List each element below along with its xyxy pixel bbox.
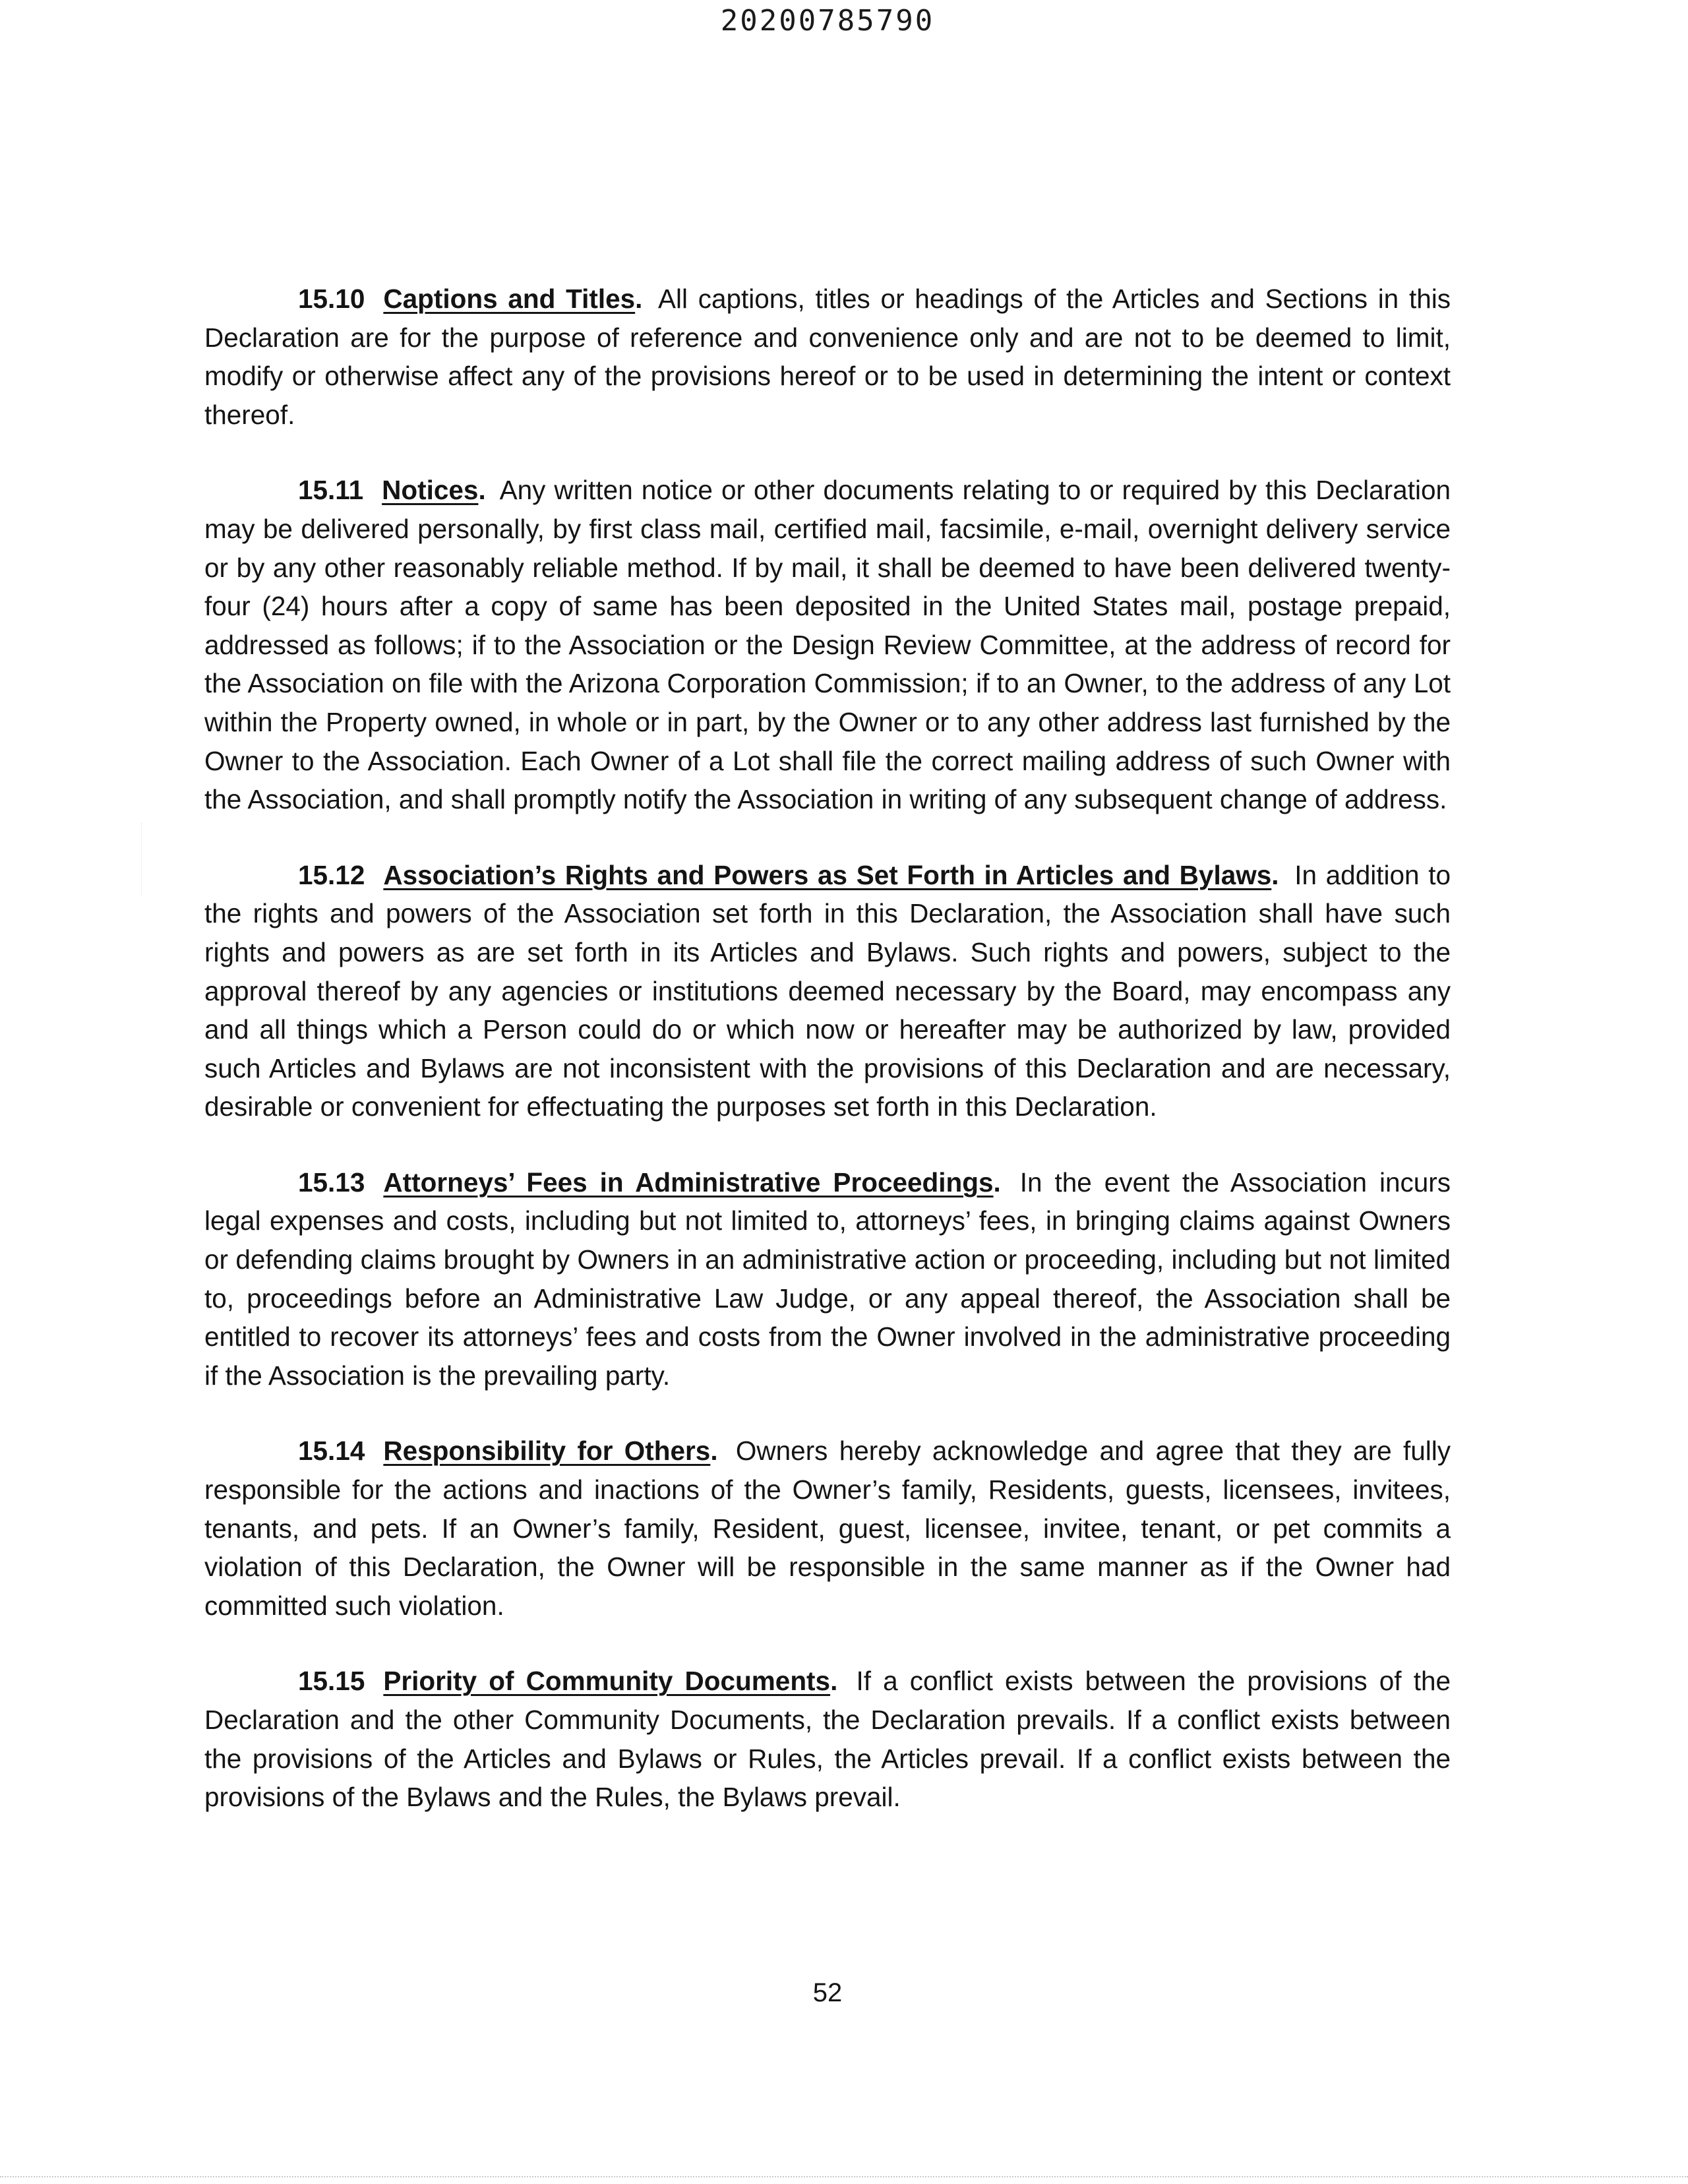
- section-title: Priority of Community Documents: [383, 1666, 831, 1697]
- scan-margin-mark: [141, 823, 142, 895]
- section-number: 15.14: [298, 1436, 365, 1467]
- heading-period: .: [993, 1167, 1001, 1198]
- scan-edge-line: [0, 2176, 1688, 2177]
- section-heading: [204, 1666, 844, 1696]
- section-heading: [204, 284, 649, 314]
- section-body: Any written notice or other documents relating to or required by this Declaration may be delivered personally, by first class mail, certified mail, facsimile, e-mail, overnight delivery service or by any other reasonably reliable method. If by mail, it shall be deemed to have been delivered twenty-four (24) hours after a copy of same has been deposited in the United States mail, postage prepaid, addressed as follows; if to the Association or the Design Review Committee, at the address of record for the Association on file with the Arizona Corporation Commission; if to an Owner, to the address of any Lot within the Property owned, in whole or in part, by the Owner or to any other address last furnished by the Owner to the Association. Each Owner of a Lot shall file the correct mailing address of such Owner with the Association, and shall promptly notify the Association in writing of any subsequent change of address.: [204, 475, 1451, 815]
- page-number: 52: [812, 1978, 843, 2007]
- section-title: Notices: [382, 475, 479, 506]
- section-body: In the event the Association incurs legal expenses and costs, including but not limited to, attorneys’ fees, in bringing claims against Owners or defending claims brought by Owners in an administrative action or proceeding, including but not limited to, proceedings before an Administrative Law Judge, or any appeal thereof, the Association shall be entitled to recover its attorneys’ fees and costs from the Owner involved in the administrative proceeding if the Association is the prevailing party.: [204, 1167, 1451, 1391]
- section-heading: [204, 475, 493, 505]
- section-heading: [204, 860, 1286, 890]
- document-number: 20200785790: [720, 4, 935, 38]
- heading-period: .: [1271, 859, 1279, 890]
- section-title: Attorneys’ Fees in Administrative Proceedings: [383, 1167, 994, 1198]
- section-15-15: [204, 1662, 1451, 1816]
- heading-period: .: [710, 1436, 718, 1467]
- heading-period: .: [478, 475, 486, 506]
- section-15-13: [204, 1163, 1451, 1395]
- section-15-12: [204, 856, 1451, 1126]
- section-heading: [204, 1167, 1008, 1198]
- section-15-14: [204, 1432, 1451, 1625]
- section-number: 15.10: [298, 284, 365, 314]
- section-title: Responsibility for Others: [383, 1436, 711, 1467]
- section-number: 15.12: [298, 859, 365, 890]
- section-number: 15.13: [298, 1167, 365, 1198]
- document-body: [204, 280, 1451, 1854]
- section-body: If a conflict exists between the provisions of the Declaration and the other Community Documents, the Declaration prevails. If a conflict exists between the provisions of the Articles and Bylaws or Rules, the Articles prevail. If a conflict exists between the provisions of the Bylaws and the Rules, the Bylaws prevail.: [204, 1666, 1451, 1813]
- heading-period: .: [830, 1666, 838, 1697]
- section-heading: [204, 1436, 725, 1466]
- heading-period: .: [635, 284, 643, 314]
- section-title: Captions and Titles: [383, 284, 636, 314]
- section-body: Owners hereby acknowledge and agree that they are fully responsible for the actions and inactions of the Owner’s family, Residents, guests, licensees, invitees, tenants, and pets. If an Owner’s family, Resident, guest, licensee, invitee, tenant, or pet commits a violation of this Declaration, the Owner will be responsible in the same manner as if the Owner had committed such violation.: [204, 1436, 1451, 1621]
- section-15-10: [204, 280, 1451, 434]
- section-number: 15.11: [298, 475, 364, 506]
- section-15-11: [204, 471, 1451, 818]
- section-body: All captions, titles or headings of the Articles and Sections in this Declaration are for the purpose of reference and convenience only and are not to be deemed to limit, modify or otherwise affect any of the provisions hereof or to be used in determining the intent or context thereof.: [204, 284, 1451, 430]
- section-title: Association’s Rights and Powers as Set Forth in Articles and Bylaws: [383, 859, 1272, 890]
- section-body: In addition to the rights and powers of the Association set forth in this Declaration, the Association shall have such rights and powers as are set forth in its Articles and Bylaws. Such rights and powers, subject to the approval thereof by any agencies or institutions deemed necessary by the Board, may encompass any and all things which a Person could do or which now or hereafter may be authorized by law, provided such Articles and Bylaws are not inconsistent with the provisions of this Declaration and are necessary, desirable or convenient for effectuating the purposes set forth in this Declaration.: [204, 859, 1451, 1122]
- section-number: 15.15: [298, 1666, 365, 1697]
